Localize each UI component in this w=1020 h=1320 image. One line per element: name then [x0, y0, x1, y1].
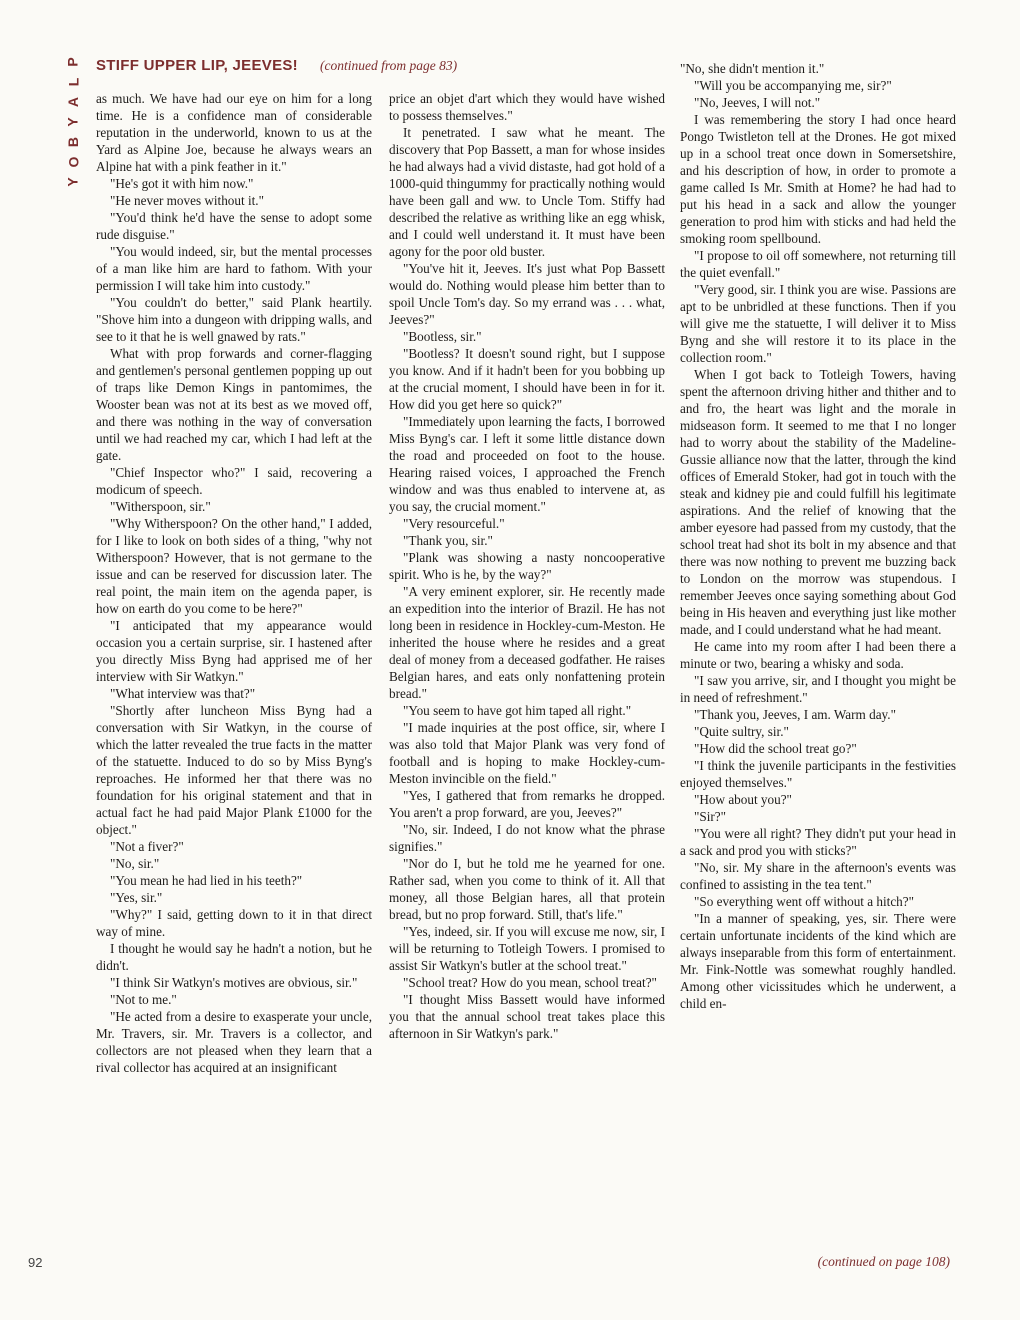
- paragraph: "How about you?": [694, 792, 792, 807]
- paragraph: "Very good, sir. I think you are wise. Passions are apt to be unbridled at these functions. Then if you will give me the statuette, I will deliver it to Miss Byng and she will restore it to its place in the collection room.": [680, 282, 956, 365]
- paragraph: "You'd think he'd have the sense to adopt some rude disguise.": [96, 210, 372, 242]
- paragraph: "No, sir.": [110, 856, 160, 871]
- paragraph: "No, she didn't mention it.": [680, 61, 825, 76]
- paragraph: "Thank you, Jeeves, I am. Warm day.": [694, 707, 896, 722]
- paragraph: "Will you be accompanying me, sir?": [694, 78, 892, 93]
- paragraph: "Very resourceful.": [403, 516, 505, 531]
- paragraph: "Bootless, sir.": [403, 329, 482, 344]
- paragraph: "You couldn't do better," said Plank heartily. "Shove him into a dungeon with dripping walls, and see to it that he is well gnawed by rats.": [96, 295, 372, 344]
- spine-letter: P: [65, 57, 81, 67]
- paragraph: "I think the juvenile participants in the festivities enjoyed themselves.": [680, 758, 956, 790]
- paragraph: "Chief Inspector who?" I said, recovering a modicum of speech.: [96, 465, 372, 497]
- paragraph: "No, sir. Indeed, I do not know what the phrase signifies.": [389, 822, 665, 854]
- paragraph: "A very eminent explorer, sir. He recently made an expedition into the interior of Brazil. He has not long been in residence in Hockley-cum-Meston. He inherited the house where he resides and a great deal of money from a deceased godfather. He raises Belgian hares, and eats only nonfattening protein bread.": [389, 584, 665, 701]
- paragraph: "I anticipated that my appearance would occasion you a certain surprise, sir. I hastened after you directly Miss Byng had apprised me of her interview with Sir Watkyn.": [96, 618, 372, 684]
- paragraph: "Not to me.": [110, 992, 177, 1007]
- paragraph: He came into my room after I had been there a minute or two, bearing a whisky and soda.: [680, 639, 956, 671]
- paragraph: "Thank you, sir.": [403, 533, 493, 548]
- paragraph: "You were all right? They didn't put your head in a sack and prod you with sticks?": [680, 826, 956, 858]
- paragraph: When I got back to Totleigh Towers, having spent the afternoon driving hither and thither and to and fro, the heart was light and the morale in midseason form. It seemed to me that I no longer had to worry about the stability of the Madeline-Gussie alliance now that the latter, through the kind offices of Emerald Stoker, had got in touch with the steak and kidney pie and could fulfill his legitimate aspirations. And the relief of knowing that the amber eyesore had passed from my custody, that the school treat had shot its bolt in my absence and that there was now nothing to prevent me buzzing back to London on the morrow was stupendous. I remember Jeeves once saying something about God being in His heaven and everything just like mother made, and I could understand what he had meant.: [680, 367, 956, 637]
- paragraph: "Immediately upon learning the facts, I borrowed Miss Byng's car. I left it some little distance down the road and proceeded on foot to the house. Hearing raised voices, I approached the French window and was thus enabled to intervene at, as you say, the crucial moment.": [389, 414, 665, 514]
- paragraph: I thought he would say he hadn't a notion, but he didn't.: [96, 941, 372, 973]
- paragraph: "So everything went off without a hitch?": [694, 894, 915, 909]
- paragraph: "I think Sir Watkyn's motives are obvious, sir.": [110, 975, 358, 990]
- paragraph: "Yes, indeed, sir. If you will excuse me now, sir, I will be returning to Totleigh Towers. I promised to assist Sir Watkyn's butler at the school treat.": [389, 924, 665, 973]
- continued-on-note: (continued on page 108): [817, 1254, 950, 1269]
- page-number: 92: [28, 1255, 43, 1270]
- paragraph: "Why Witherspoon? On the other hand," I added, for I like to look on both sides of a thing, "why not Witherspoon? However, that is not germane to the issue and can be reserved for discussion later. The real point, the main item on the agenda paper, is how on earth do you come to be here?": [96, 516, 372, 616]
- spine-letter: O: [64, 156, 81, 168]
- paragraph: "You mean he had lied in his teeth?": [110, 873, 303, 888]
- spine-letter: Y: [65, 177, 81, 187]
- paragraph: "School treat? How do you mean, school treat?": [403, 975, 657, 990]
- paragraph: "You've hit it, Jeeves. It's just what Pop Bassett would do. Nothing would please him better than to spoil Uncle Tom's day. So my errand was . . . what, Jeeves?": [389, 261, 665, 327]
- paragraph: "Yes, sir.": [110, 890, 163, 905]
- paragraph: "Not a fiver?": [110, 839, 184, 854]
- spine-letter: L: [65, 77, 81, 87]
- paragraph: "Quite sultry, sir.": [694, 724, 789, 739]
- text-column-3: [680, 60, 956, 1012]
- spine-letter: Y: [65, 117, 81, 127]
- paragraph: "What interview was that?": [110, 686, 256, 701]
- paragraph: "Plank was showing a nasty noncooperative spirit. Who is he, by the way?": [389, 550, 665, 582]
- spine-letter: A: [65, 96, 81, 108]
- paragraph: "Shortly after luncheon Miss Byng had a conversation with Sir Watkyn, in the course of which the latter revealed the true facts in the matter of the statuette. Induced to do so by Miss Byng's reproaches. He informed her that there was no foundation for his original statement and that in actual fact he had paid Major Plank £1000 for the object.": [96, 703, 372, 837]
- paragraph: "In a manner of speaking, yes, sir. There were certain unfortunate incidents of the kind which are always inseparable from this form of entertainment. Mr. Fink-Nottle was somewhat roughly handled. Among other vicissitudes which he underwent, a child en-: [680, 911, 956, 1011]
- paragraph: "You seem to have got him taped all right.": [403, 703, 632, 718]
- paragraph: "Nor do I, but he told me he yearned for one. Rather sad, when you come to think of it. All that money, all those Belgian hares, all that protein bread, but no prop forward. Still, that's life.": [389, 856, 665, 922]
- paragraph: "He acted from a desire to exasperate your uncle, Mr. Travers, sir. Mr. Travers is a collector, and collectors are not pleased when they learn that a rival collector has acquired at an insignificant: [96, 1009, 372, 1075]
- spine-letter: B: [65, 136, 81, 148]
- paragraph: "Yes, I gathered that from remarks he dropped. You aren't a prop forward, are you, Jeeves?": [389, 788, 665, 820]
- paragraph: "I made inquiries at the post office, sir, where I was also told that Major Plank was very fond of football and is hoping to make Hockley-cum-Meston invincible on the field.": [389, 720, 665, 786]
- paragraph: I was remembering the story I had once heard Pongo Twistleton tell at the Drones. He got mixed up in a school treat once down in Somersetshire, and his description of how, in order to promote a game called Is Mr. Smith at Home? he had had to put his head in a sack and allow the younger generation to prod him with sticks and had held the smoking room spellbound.: [680, 112, 956, 246]
- continued-from-note: (continued from page 83): [319, 58, 458, 73]
- paragraph: "He's got it with him now.": [110, 176, 254, 191]
- paragraph: "No, Jeeves, I will not.": [694, 95, 821, 110]
- paragraph: price an objet d'art which they would have wished to possess themselves.": [389, 91, 665, 123]
- paragraph: "I saw you arrive, sir, and I thought you might be in need of refreshment.": [680, 673, 956, 705]
- paragraph: What with prop forwards and corner-flagging and gentlemen's personal gentlemen popping up out of traps like Demon Kings in pantomimes, the Wooster bean was not at its best as we moved off, and there was nothing in the way of conversation until we had reached my car, which I had left at the gate.: [96, 346, 372, 463]
- article-title: STIFF UPPER LIP, JEEVES!: [96, 57, 298, 74]
- paragraph: as much. We have had our eye on him for a long time. He is a confidence man of considerable reputation in the underworld, known to us at the Yard as Alpine Joe, because he always wears an Alpine hat with a pink feather in it.": [96, 91, 372, 174]
- paragraph: "Witherspoon, sir.": [110, 499, 211, 514]
- text-column-2: [389, 90, 665, 1042]
- paragraph: "How did the school treat go?": [694, 741, 857, 756]
- paragraph: "He never moves without it.": [110, 193, 264, 208]
- paragraph: "You would indeed, sir, but the mental processes of a man like him are hard to fathom. With your permission I will take him into custody.": [96, 244, 372, 293]
- paragraph: "Sir?": [694, 809, 727, 824]
- paragraph: "No, sir. My share in the afternoon's events was confined to assisting in the tea tent.": [680, 860, 956, 892]
- text-column-1: [96, 90, 372, 1076]
- paragraph: "Why?" I said, getting down to it in that direct way of mine.: [96, 907, 372, 939]
- paragraph: "I propose to oil off somewhere, not returning till the quiet evenfall.": [680, 248, 956, 280]
- paragraph: "Bootless? It doesn't sound right, but I suppose you know. And if it hadn't been for you bobbing up at the crucial moment, I should have been in for it. How did you get here so quick?": [389, 346, 665, 412]
- magazine-spine-logo: [58, 55, 88, 189]
- paragraph: It penetrated. I saw what he meant. The discovery that Pop Bassett, a man for whose insides he had always had a vivid distaste, had got hold of a 1000-quid thingummy for practically nothing would have been gall and ww. to Uncle Tom. Stiffy had described the relative as writhing like an egg whisk, and I could well understand it. It must have been agony for the poor old buster.: [389, 125, 665, 259]
- paragraph: "I thought Miss Bassett would have informed you that the annual school treat takes place this afternoon in Sir Watkyn's park.": [389, 992, 665, 1041]
